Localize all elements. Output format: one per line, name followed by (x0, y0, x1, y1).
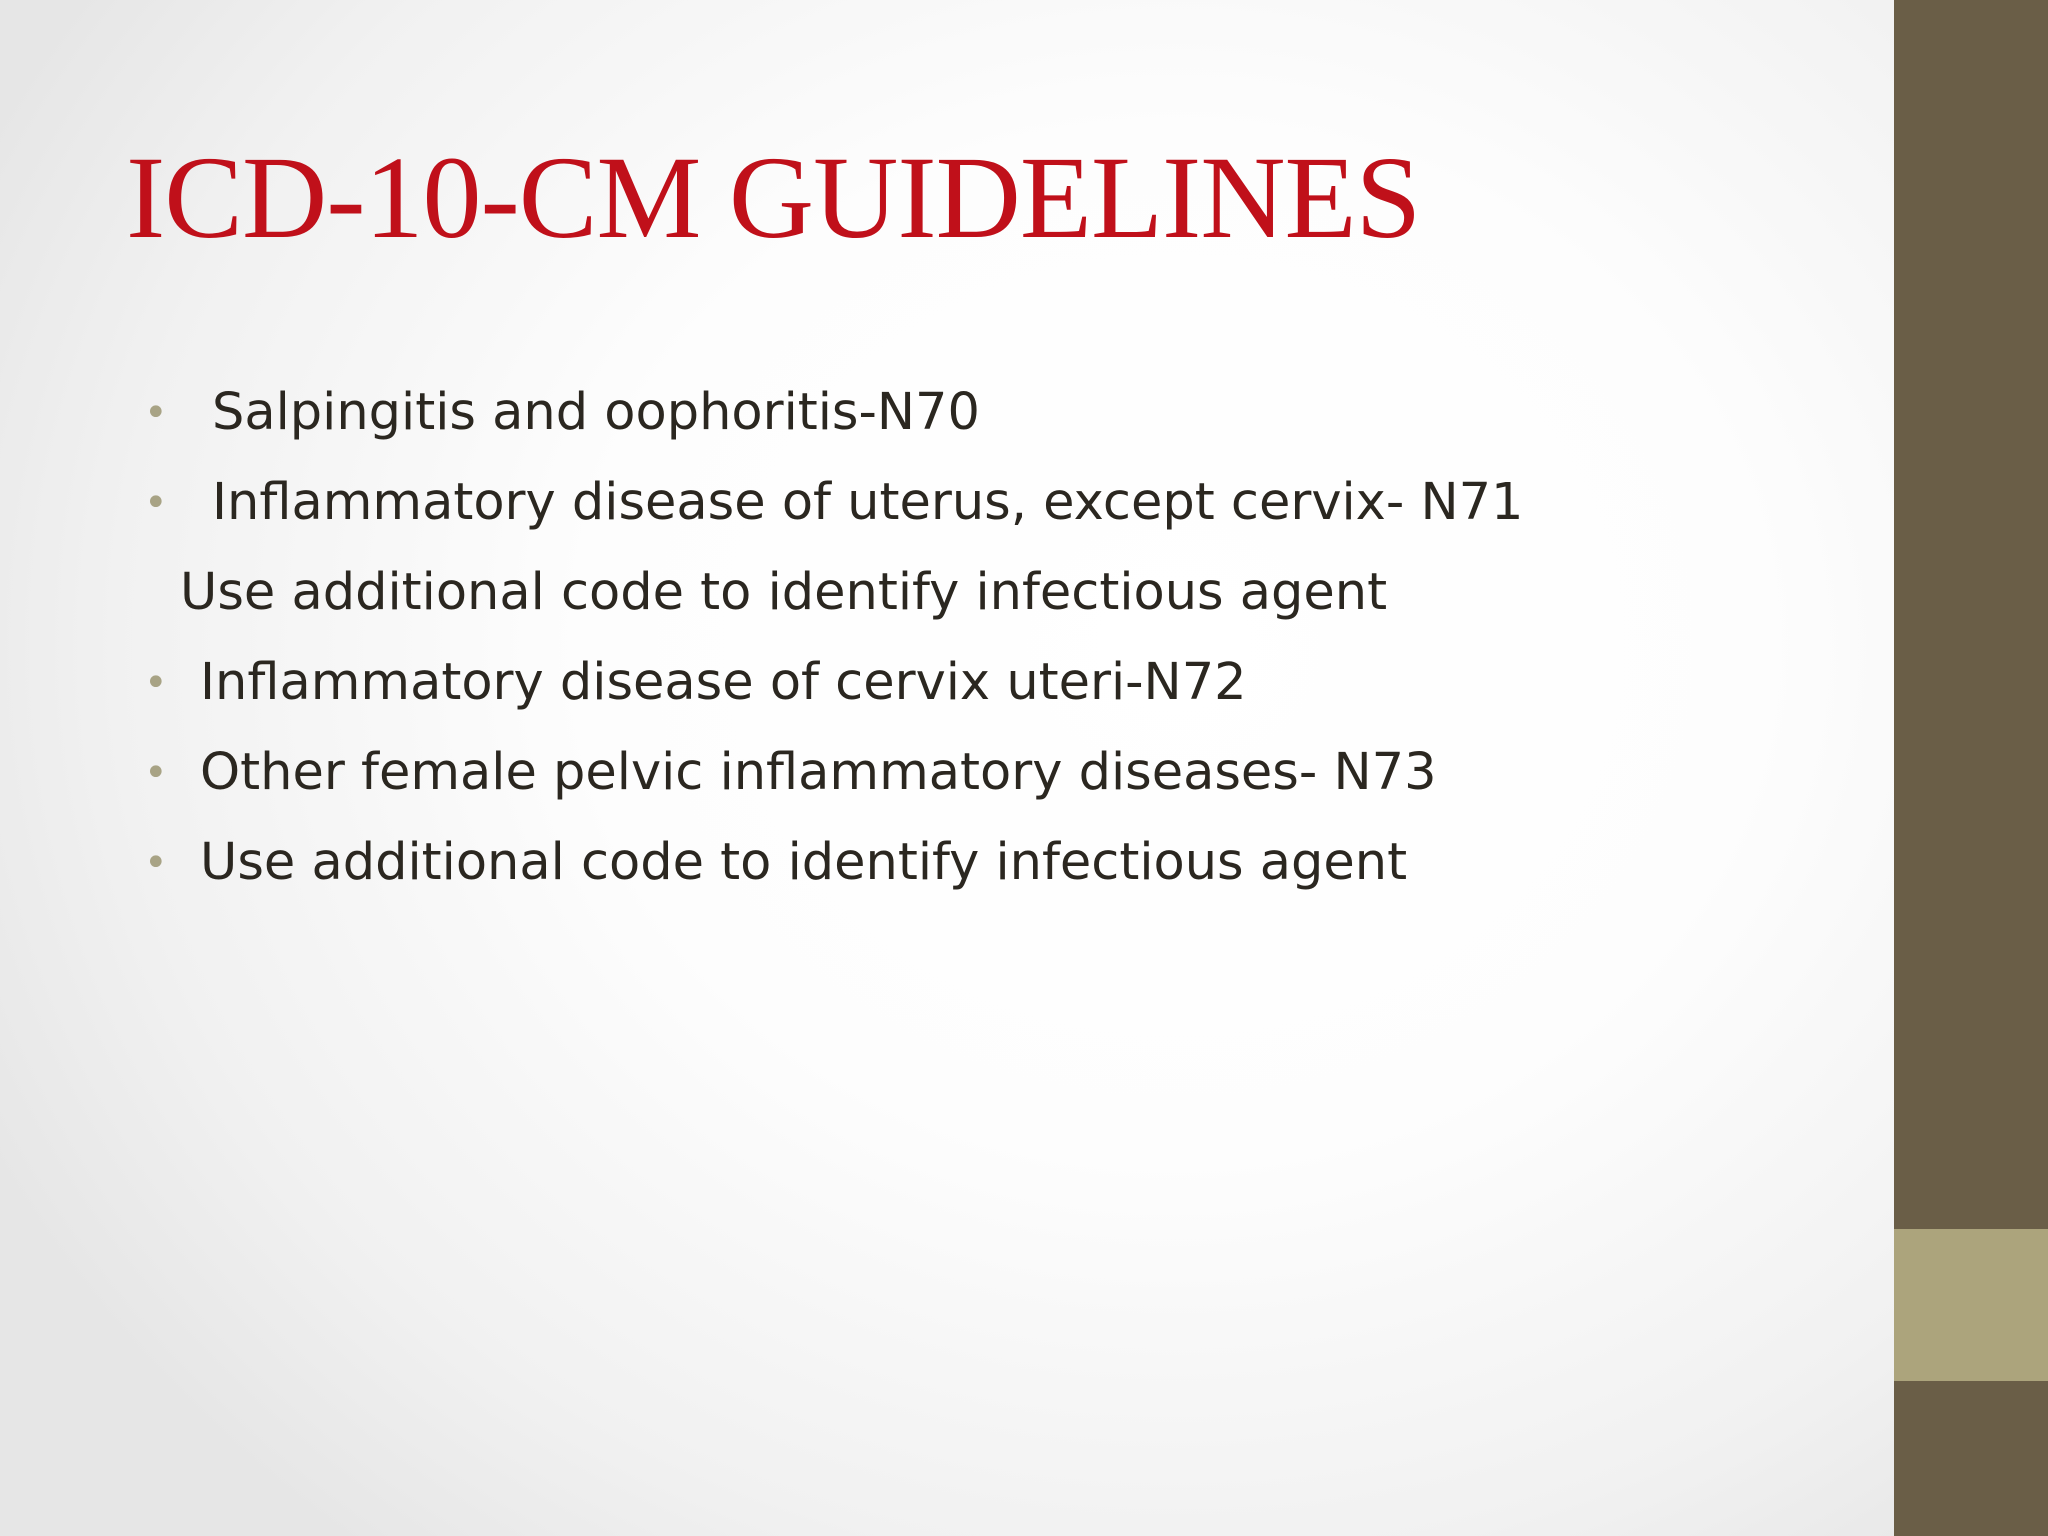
list-item-text: Inflammatory disease of cervix uteri-N72 (200, 653, 1247, 712)
bullet-list (144, 368, 1844, 908)
bullet-dot-icon: • (144, 750, 168, 796)
list-item-continuation (144, 548, 1844, 638)
list-item-text: Use additional code to identify infectious agent (180, 563, 1388, 622)
list-item-text: Salpingitis and oophoritis-N70 (212, 383, 980, 442)
side-decor-accent (1894, 1229, 2048, 1381)
bullet-dot-icon: • (144, 480, 168, 526)
bullet-dot-icon: • (144, 660, 168, 706)
list-item-text: Inflammatory disease of uterus, except cervix- N71 (212, 473, 1524, 532)
list-item (144, 368, 1844, 458)
bullet-dot-icon: • (144, 840, 168, 886)
slide-title: ICD-10-CM GUIDELINES (126, 132, 1421, 263)
bullet-dot-icon: • (144, 390, 168, 436)
list-item (144, 728, 1844, 818)
list-item-text: Use additional code to identify infectious agent (200, 833, 1408, 892)
list-item (144, 458, 1844, 548)
list-item (144, 638, 1844, 728)
list-item (144, 818, 1844, 908)
list-item-text: Other female pelvic inflammatory diseases- N73 (200, 743, 1437, 802)
